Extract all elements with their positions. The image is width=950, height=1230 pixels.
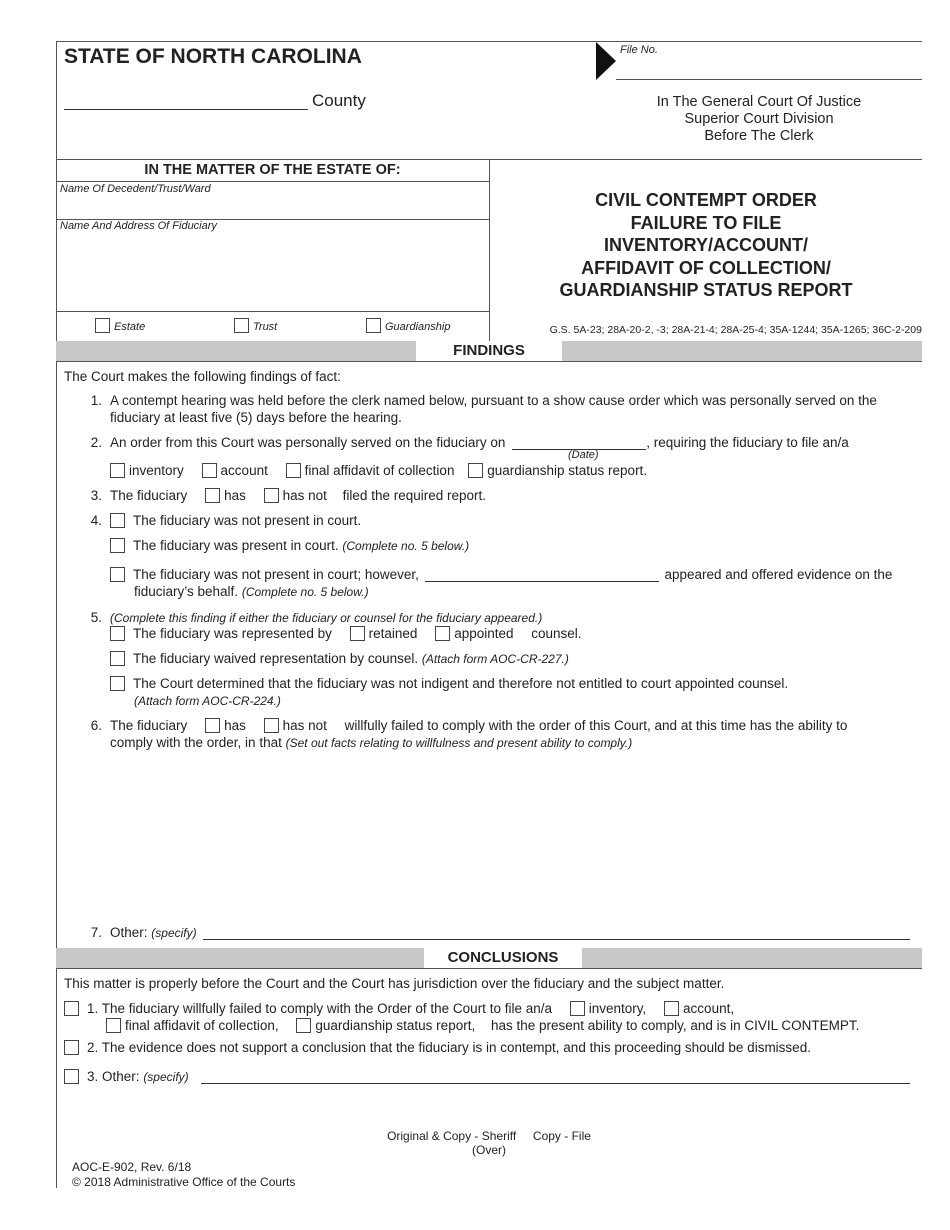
state-heading: STATE OF NORTH CAROLINA <box>64 45 362 68</box>
f3-has-not-option[interactable]: has not <box>264 488 327 503</box>
estate-option[interactable]: Estate <box>95 318 145 333</box>
county-field[interactable] <box>64 92 308 110</box>
c1-account-option[interactable]: account, <box>664 1001 734 1016</box>
finding-4a: 4. The fiduciary was not present in court. <box>90 513 362 528</box>
finding-2: 2. An order from this Court was personally served on the fiduciary on , requiring the fiduciary to file an/a <box>90 435 849 450</box>
f3-has-not-checkbox[interactable] <box>264 488 279 503</box>
f4b-checkbox[interactable] <box>110 538 125 553</box>
finding-5c-note: (Attach form AOC-CR-224.) <box>134 694 281 708</box>
court-line-3: Before The Clerk <box>704 128 814 144</box>
fiduciary-label: Name And Address Of Fiduciary <box>60 220 217 232</box>
f6-has-checkbox[interactable] <box>205 718 220 733</box>
c1-final-affidavit-checkbox[interactable] <box>106 1018 121 1033</box>
service-date-field[interactable] <box>512 435 646 450</box>
c3-checkbox[interactable] <box>64 1069 79 1084</box>
guardianship-report-option[interactable]: guardianship status report. <box>468 463 647 478</box>
findings-heading: FINDINGS <box>416 341 562 361</box>
conclusion-1-line-2: final affidavit of collection, guardianship status report, has the present ability to comply, and is in CIVIL CONTEMPT. <box>106 1018 859 1033</box>
file-no-arrow-icon <box>596 42 616 80</box>
finding-4c: The fiduciary was not present in court; however, appeared and offered evidence on the <box>110 567 892 582</box>
decedent-label: Name Of Decedent/Trust/Ward <box>60 183 211 195</box>
finding-1-line-2: fiduciary at least five (5) days before the hearing. <box>110 410 402 425</box>
appointed-option[interactable]: appointed <box>435 626 513 641</box>
retained-option[interactable]: retained <box>350 626 418 641</box>
finding-3: 3. The fiduciary has has not filed the required report. <box>90 488 487 503</box>
c1-account-checkbox[interactable] <box>664 1001 679 1016</box>
finding-4b: The fiduciary was present in court. (Complete no. 5 below.) <box>110 538 469 553</box>
left-border <box>56 41 57 1188</box>
appearing-person-field[interactable] <box>425 567 659 582</box>
court-line-2: Superior Court Division <box>684 111 834 127</box>
finding-5a: The fiduciary was represented by retained appointed counsel. <box>110 626 582 641</box>
c1-final-affidavit-option[interactable]: final affidavit of collection, <box>106 1018 279 1033</box>
guardianship-checkbox[interactable] <box>366 318 381 333</box>
trust-checkbox[interactable] <box>234 318 249 333</box>
f5c-checkbox[interactable] <box>110 676 125 691</box>
matter-heading: IN THE MATTER OF THE ESTATE OF: <box>144 162 401 178</box>
f3-has-checkbox[interactable] <box>205 488 220 503</box>
final-affidavit-option[interactable]: final affidavit of collection <box>286 463 455 478</box>
c1-checkbox[interactable] <box>64 1001 79 1016</box>
finding-5c: The Court determined that the fiduciary was not indigent and therefore not entitled to court appointed counsel. <box>110 676 788 691</box>
matter-heading-line <box>56 181 489 182</box>
form-title: CIVIL CONTEMPT ORDER FAILURE TO FILE INVENTORY/ACCOUNT/ AFFIDAVIT OF COLLECTION/ GUARDIANSHIP STATUS REPORT <box>559 190 853 300</box>
court-info <box>596 94 922 145</box>
fiduciary-line <box>56 311 489 312</box>
findings-bar-bottom <box>56 361 922 362</box>
guardianship-report-checkbox[interactable] <box>468 463 483 478</box>
finding-7: 7. Other: (specify) <box>90 925 197 940</box>
finding-5b: The fiduciary waived representation by counsel. (Attach form AOC-CR-227.) <box>110 651 569 666</box>
form-number: AOC-E-902, Rev. 6/18 <box>72 1160 192 1174</box>
finding-6: 6. The fiduciary has has not willfully failed to comply with the order of this Court, and at this time has the ability to <box>90 718 848 733</box>
f4a-checkbox[interactable] <box>110 513 125 528</box>
conclusion-3: 3. Other: (specify) <box>64 1069 189 1084</box>
conclusion-2: 2. The evidence does not support a conclusion that the fiduciary is in contempt, and this proceeding should be dismissed. <box>64 1040 811 1055</box>
statutes: G.S. 5A-23; 28A-20-2, -3; 28A-21-4; 28A-25-4; 35A-1244; 35A-1265; 36C-2-209 <box>549 324 922 336</box>
court-line-1: In The General Court Of Justice <box>656 94 862 110</box>
finding-7-field[interactable] <box>203 939 910 940</box>
inventory-checkbox[interactable] <box>110 463 125 478</box>
c2-checkbox[interactable] <box>64 1040 79 1055</box>
inventory-option[interactable]: inventory <box>110 463 184 478</box>
f5a-checkbox[interactable] <box>110 626 125 641</box>
trust-option[interactable]: Trust <box>234 318 277 333</box>
file-no-label: File No. <box>620 44 658 56</box>
c1-guardianship-option[interactable]: guardianship status report, <box>296 1018 475 1033</box>
guardianship-option[interactable]: Guardianship <box>366 318 450 333</box>
f6-has-option[interactable]: has <box>205 718 246 733</box>
f3-has-option[interactable]: has <box>205 488 246 503</box>
finding-4c-line-2: fiduciary’s behalf. (Complete no. 5 below.) <box>134 584 369 599</box>
f6-has-not-checkbox[interactable] <box>264 718 279 733</box>
appointed-checkbox[interactable] <box>435 626 450 641</box>
county-label: County <box>312 91 366 110</box>
copyright: © 2018 Administrative Office of the Courts <box>72 1175 296 1189</box>
conclusion-1: 1. The fiduciary willfully failed to comply with the Order of the Court to file an/a inventory, account, <box>64 1001 734 1016</box>
distribution: Original & Copy - Sheriff Copy - File (Over) <box>387 1129 591 1157</box>
finding-5: 5. (Complete this finding if either the fiduciary or counsel for the fiduciary appeared.) <box>90 610 543 625</box>
c1-inventory-checkbox[interactable] <box>570 1001 585 1016</box>
date-label: (Date) <box>568 449 599 461</box>
account-option[interactable]: account <box>202 463 268 478</box>
top-border <box>56 41 922 42</box>
f4c-checkbox[interactable] <box>110 567 125 582</box>
conclusion-3-field[interactable] <box>201 1083 910 1084</box>
retained-checkbox[interactable] <box>350 626 365 641</box>
finding-1: 1. A contempt hearing was held before the clerk named below, pursuant to a show cause order which was personally served on the <box>90 393 877 408</box>
final-affidavit-checkbox[interactable] <box>286 463 301 478</box>
willfulness-facts-area[interactable] <box>110 755 910 915</box>
c1-inventory-option[interactable]: inventory, <box>570 1001 647 1016</box>
f5b-checkbox[interactable] <box>110 651 125 666</box>
estate-checkbox[interactable] <box>95 318 110 333</box>
conclusions-heading: CONCLUSIONS <box>424 948 582 968</box>
c1-guardianship-checkbox[interactable] <box>296 1018 311 1033</box>
file-no-line[interactable] <box>616 79 922 80</box>
finding-2-options <box>110 463 647 478</box>
conclusions-bar-bottom <box>56 968 922 969</box>
f6-has-not-option[interactable]: has not <box>264 718 327 733</box>
conclusions-intro: This matter is properly before the Court and the Court has jurisdiction over the fiduciary and the subject matter. <box>64 976 725 991</box>
account-checkbox[interactable] <box>202 463 217 478</box>
findings-intro: The Court makes the following findings of fact: <box>64 369 341 384</box>
finding-6-line-2: comply with the order, in that (Set out facts relating to willfulness and present ability to comply.) <box>110 735 633 750</box>
